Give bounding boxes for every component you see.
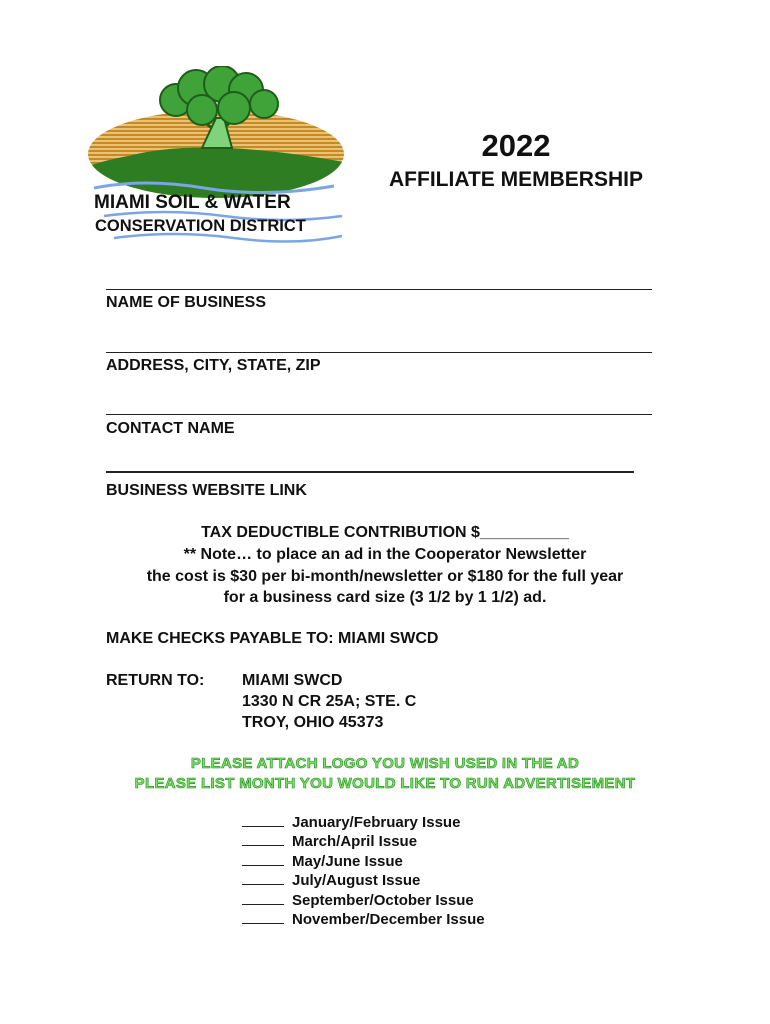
checkbox-blank[interactable] [242, 872, 284, 885]
business-name-label: NAME OF BUSINESS [106, 294, 267, 311]
return-address-line-2: 1330 N CR 25A; STE. C [242, 693, 417, 710]
ad-note-line-2: the cost is $30 per bi-month/newsletter or $180 for the full year [146, 568, 624, 585]
website-link-line[interactable] [106, 471, 634, 473]
form-year: 2022 [481, 128, 551, 163]
return-to-label: RETURN TO: [106, 672, 205, 689]
issue-option-jul-aug[interactable]: July/August Issue [242, 872, 420, 889]
checkbox-blank[interactable] [242, 833, 284, 846]
contribution-label: TAX DEDUCTIBLE CONTRIBUTION $__________ [201, 524, 569, 541]
checkbox-blank[interactable] [242, 853, 284, 866]
contact-name-line[interactable] [106, 414, 652, 415]
business-name-line[interactable] [106, 289, 652, 290]
return-address-line-3: TROY, OHIO 45373 [242, 714, 384, 731]
website-link-label: BUSINESS WEBSITE LINK [106, 482, 307, 499]
ad-note-line-3: for a business card size (3 1/2 by 1 1/2) ad. [223, 589, 547, 606]
payable-to: MAKE CHECKS PAYABLE TO: MIAMI SWCD [106, 630, 439, 647]
checkbox-blank[interactable] [242, 814, 284, 827]
ad-note-line-1: ** Note… to place an ad in the Cooperator Newsletter [183, 546, 587, 563]
address-label: ADDRESS, CITY, STATE, ZIP [106, 357, 321, 374]
issue-option-may-jun[interactable]: May/June Issue [242, 853, 403, 870]
attach-logo-notice: PLEASE ATTACH LOGO YOU WISH USED IN THE AD [190, 755, 580, 772]
logo-line-1: MIAMI SOIL & WATER [94, 192, 291, 213]
logo-line-2: CONSERVATION DISTRICT [95, 217, 306, 235]
form-title: AFFILIATE MEMBERSHIP [389, 168, 643, 191]
list-month-notice: PLEASE LIST MONTH YOU WOULD LIKE TO RUN ADVERTISEMENT [134, 775, 636, 792]
checkbox-blank[interactable] [242, 892, 284, 905]
issue-option-mar-apr[interactable]: March/April Issue [242, 833, 417, 850]
district-logo [84, 66, 349, 244]
issue-option-nov-dec[interactable]: November/December Issue [242, 911, 485, 928]
checkbox-blank[interactable] [242, 911, 284, 924]
issue-option-sep-oct[interactable]: September/October Issue [242, 892, 474, 909]
address-line[interactable] [106, 352, 652, 353]
return-address-line-1: MIAMI SWCD [242, 672, 343, 689]
contact-name-label: CONTACT NAME [106, 420, 235, 437]
issue-option-jan-feb[interactable]: January/February Issue [242, 814, 460, 831]
